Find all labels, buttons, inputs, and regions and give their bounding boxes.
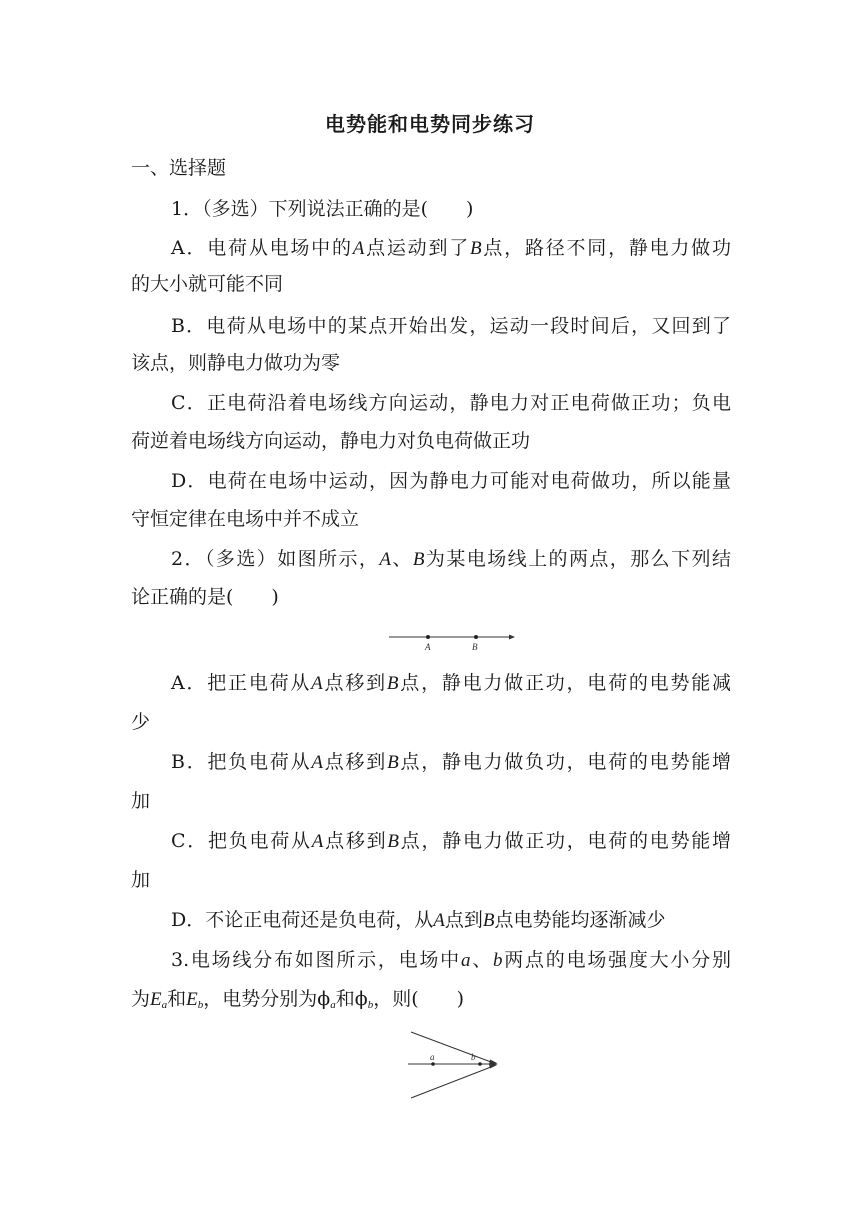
point-a-dot [431, 1062, 435, 1066]
question-1-option-c: C．正电荷沿着电场线方向运动，静电力对正电荷做正功；负电 [171, 392, 731, 414]
question-1-stem: 1．（多选）下列说法正确的是( ) [171, 198, 474, 220]
question-1-option-d: D．电荷在电场中运动，因为静电力可能对电荷做功，所以能量 [171, 470, 731, 492]
question-2-option-c: C．把负电荷从A点移到B点，静电力做正功，电荷的电势能增 [171, 830, 731, 852]
field-line-figure-2 [403, 1026, 503, 1102]
point-b-dot [474, 635, 478, 639]
question-1-option-c-cont: 荷逆着电场线方向运动，静电力对负电荷做正功 [131, 430, 531, 452]
lower-field-line [411, 1067, 491, 1098]
question-1-option-a-cont: 的大小就可能不同 [131, 273, 284, 295]
question-2-stem-cont: 论正确的是( ) [131, 586, 279, 608]
question-2-option-a: A．把正电荷从A点移到B点，静电力做正功，电荷的电势能减 [171, 672, 731, 694]
page-title: 电势能和电势同步练习 [325, 112, 535, 136]
question-3-stem: 3.电场线分布如图所示，电场中a、b两点的电场强度大小分别 [171, 949, 731, 971]
question-1-option-b-cont: 该点，则静电力做功为零 [131, 352, 341, 374]
arrow-head-icon [489, 1065, 497, 1069]
field-line-figure-1 [385, 628, 517, 654]
question-2-option-d: D．不论正电荷还是负电荷，从A点到B点电势能均逐渐减少 [171, 909, 666, 931]
point-a-dot [426, 635, 430, 639]
point-b-label: b [471, 1052, 476, 1062]
point-b-dot [478, 1062, 482, 1066]
question-3-stem-cont: 为$E_a$和$E_b$，电势分别为$\phi_a$和$\phi_b$，则( ) [131, 988, 465, 1011]
question-1-option-b: B．电荷从电场中的某点开始出发，运动一段时间后，又回到了 [171, 315, 731, 337]
question-2-stem: 2．（多选）如图所示，A、B为某电场线上的两点，那么下列结 [171, 548, 731, 570]
upper-field-line [411, 1032, 491, 1062]
question-1-option-d-cont: 守恒定律在电场中并不成立 [131, 508, 360, 530]
section-heading: 一、选择题 [131, 157, 227, 179]
question-2-option-a-cont: 少 [131, 711, 151, 733]
question-2-option-c-cont: 加 [131, 869, 151, 891]
point-a-label: A [425, 642, 431, 652]
point-a-label: a [430, 1052, 435, 1062]
question-1-option-a: A．电荷从电场中的A点运动到了B点，路径不同，静电力做功 [171, 237, 731, 259]
question-2-option-b: B．把负电荷从A点移到B点，静电力做负功，电荷的电势能增 [171, 751, 731, 773]
question-2-option-b-cont: 加 [131, 790, 151, 812]
arrow-head-icon [509, 635, 515, 640]
point-b-label: B [472, 642, 478, 652]
